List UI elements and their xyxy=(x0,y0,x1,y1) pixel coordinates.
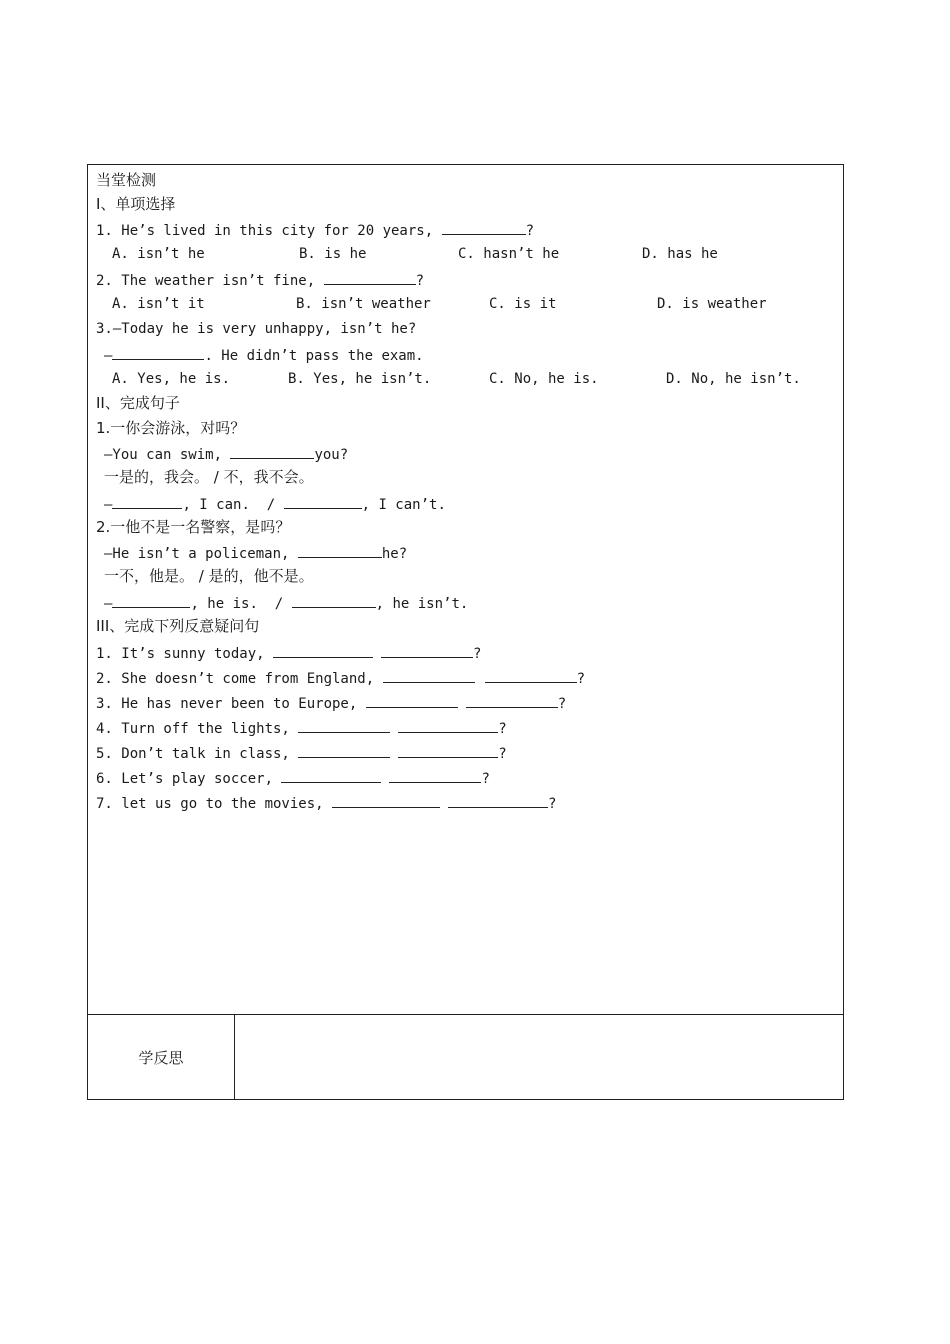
answer-blank[interactable] xyxy=(230,444,314,459)
reflection-label: 学反思 xyxy=(138,1049,184,1067)
option-d[interactable]: D. No, he isn’t. xyxy=(666,371,801,387)
reflection-area[interactable] xyxy=(236,1015,843,1100)
tag-question-3: 3. He has never been to Europe, ? xyxy=(96,693,566,713)
tag-question-5: 5. Don’t talk in class, ? xyxy=(96,743,507,763)
sentence-1-chinese: 1.一你会游泳，对吗？ xyxy=(96,419,246,437)
sentence-1-answers: — , I can. / , I can’t. xyxy=(104,494,446,514)
answer-blank[interactable] xyxy=(332,793,440,808)
answer-blank[interactable] xyxy=(383,668,475,683)
worksheet-frame xyxy=(87,164,844,1100)
answer-blank[interactable] xyxy=(112,494,182,509)
question-3: 3.—Today he is very unhappy, isn’t he? xyxy=(96,321,417,337)
option-c[interactable]: C. hasn’t he xyxy=(458,246,560,262)
section2-title: II、完成句子 xyxy=(96,394,180,412)
question-3-reply: — . He didn’t pass the exam. xyxy=(104,345,424,365)
option-c[interactable]: C. is it xyxy=(489,296,557,312)
answer-blank[interactable] xyxy=(398,718,498,733)
answer-blank[interactable] xyxy=(281,768,381,783)
option-c[interactable]: C. No, he is. xyxy=(489,371,599,387)
answer-blank[interactable] xyxy=(298,718,390,733)
tag-question-6: 6. Let’s play soccer, ? xyxy=(96,768,490,788)
column-divider xyxy=(234,1015,235,1100)
answer-blank[interactable] xyxy=(324,270,416,285)
tag-question-4: 4. Turn off the lights, ? xyxy=(96,718,507,738)
option-d[interactable]: D. is weather xyxy=(657,296,767,312)
answer-blank[interactable] xyxy=(389,768,481,783)
sentence-2-english: —He isn’t a policeman, he? xyxy=(104,543,407,563)
sentence-2-answers: — , he is. / , he isn’t. xyxy=(104,593,468,613)
answer-blank[interactable] xyxy=(381,643,473,658)
sentence-2-translation: 一不，他是。 / 是的，他不是。 xyxy=(104,567,314,585)
question-1: 1. He’s lived in this city for 20 years, ? xyxy=(96,220,534,240)
answer-blank[interactable] xyxy=(298,743,390,758)
answer-blank[interactable] xyxy=(398,743,498,758)
section3-title: III、完成下列反意疑问句 xyxy=(96,617,260,635)
answer-blank[interactable] xyxy=(442,220,526,235)
option-a[interactable]: A. isn’t it xyxy=(112,296,205,312)
answer-blank[interactable] xyxy=(112,345,204,360)
section-header: 当堂检测 xyxy=(96,171,157,189)
answer-blank[interactable] xyxy=(485,668,577,683)
option-d[interactable]: D. has he xyxy=(642,246,718,262)
section1-title: I、单项选择 xyxy=(96,195,176,213)
question-2: 2. The weather isn’t fine, ? xyxy=(96,270,424,290)
option-b[interactable]: B. isn’t weather xyxy=(296,296,431,312)
option-b[interactable]: B. is he xyxy=(299,246,367,262)
tag-question-1: 1. It’s sunny today, ? xyxy=(96,643,481,663)
sentence-2-chinese: 2.一他不是一名警察，是吗？ xyxy=(96,518,291,536)
option-a[interactable]: A. isn’t he xyxy=(112,246,205,262)
answer-blank[interactable] xyxy=(448,793,548,808)
tag-question-7: 7. let us go to the movies, ? xyxy=(96,793,556,813)
tag-question-2: 2. She doesn’t come from England, ? xyxy=(96,668,585,688)
quiz-section xyxy=(88,165,843,1015)
option-a[interactable]: A. Yes, he is. xyxy=(112,371,231,387)
answer-blank[interactable] xyxy=(292,593,376,608)
answer-blank[interactable] xyxy=(112,593,190,608)
answer-blank[interactable] xyxy=(466,693,558,708)
answer-blank[interactable] xyxy=(298,543,382,558)
sentence-1-translation: 一是的，我会。 / 不，我不会。 xyxy=(104,468,314,486)
option-b[interactable]: B. Yes, he isn’t. xyxy=(288,371,432,387)
answer-blank[interactable] xyxy=(273,643,373,658)
answer-blank[interactable] xyxy=(366,693,458,708)
answer-blank[interactable] xyxy=(284,494,362,509)
sentence-1-english: —You can swim, you? xyxy=(104,444,348,464)
